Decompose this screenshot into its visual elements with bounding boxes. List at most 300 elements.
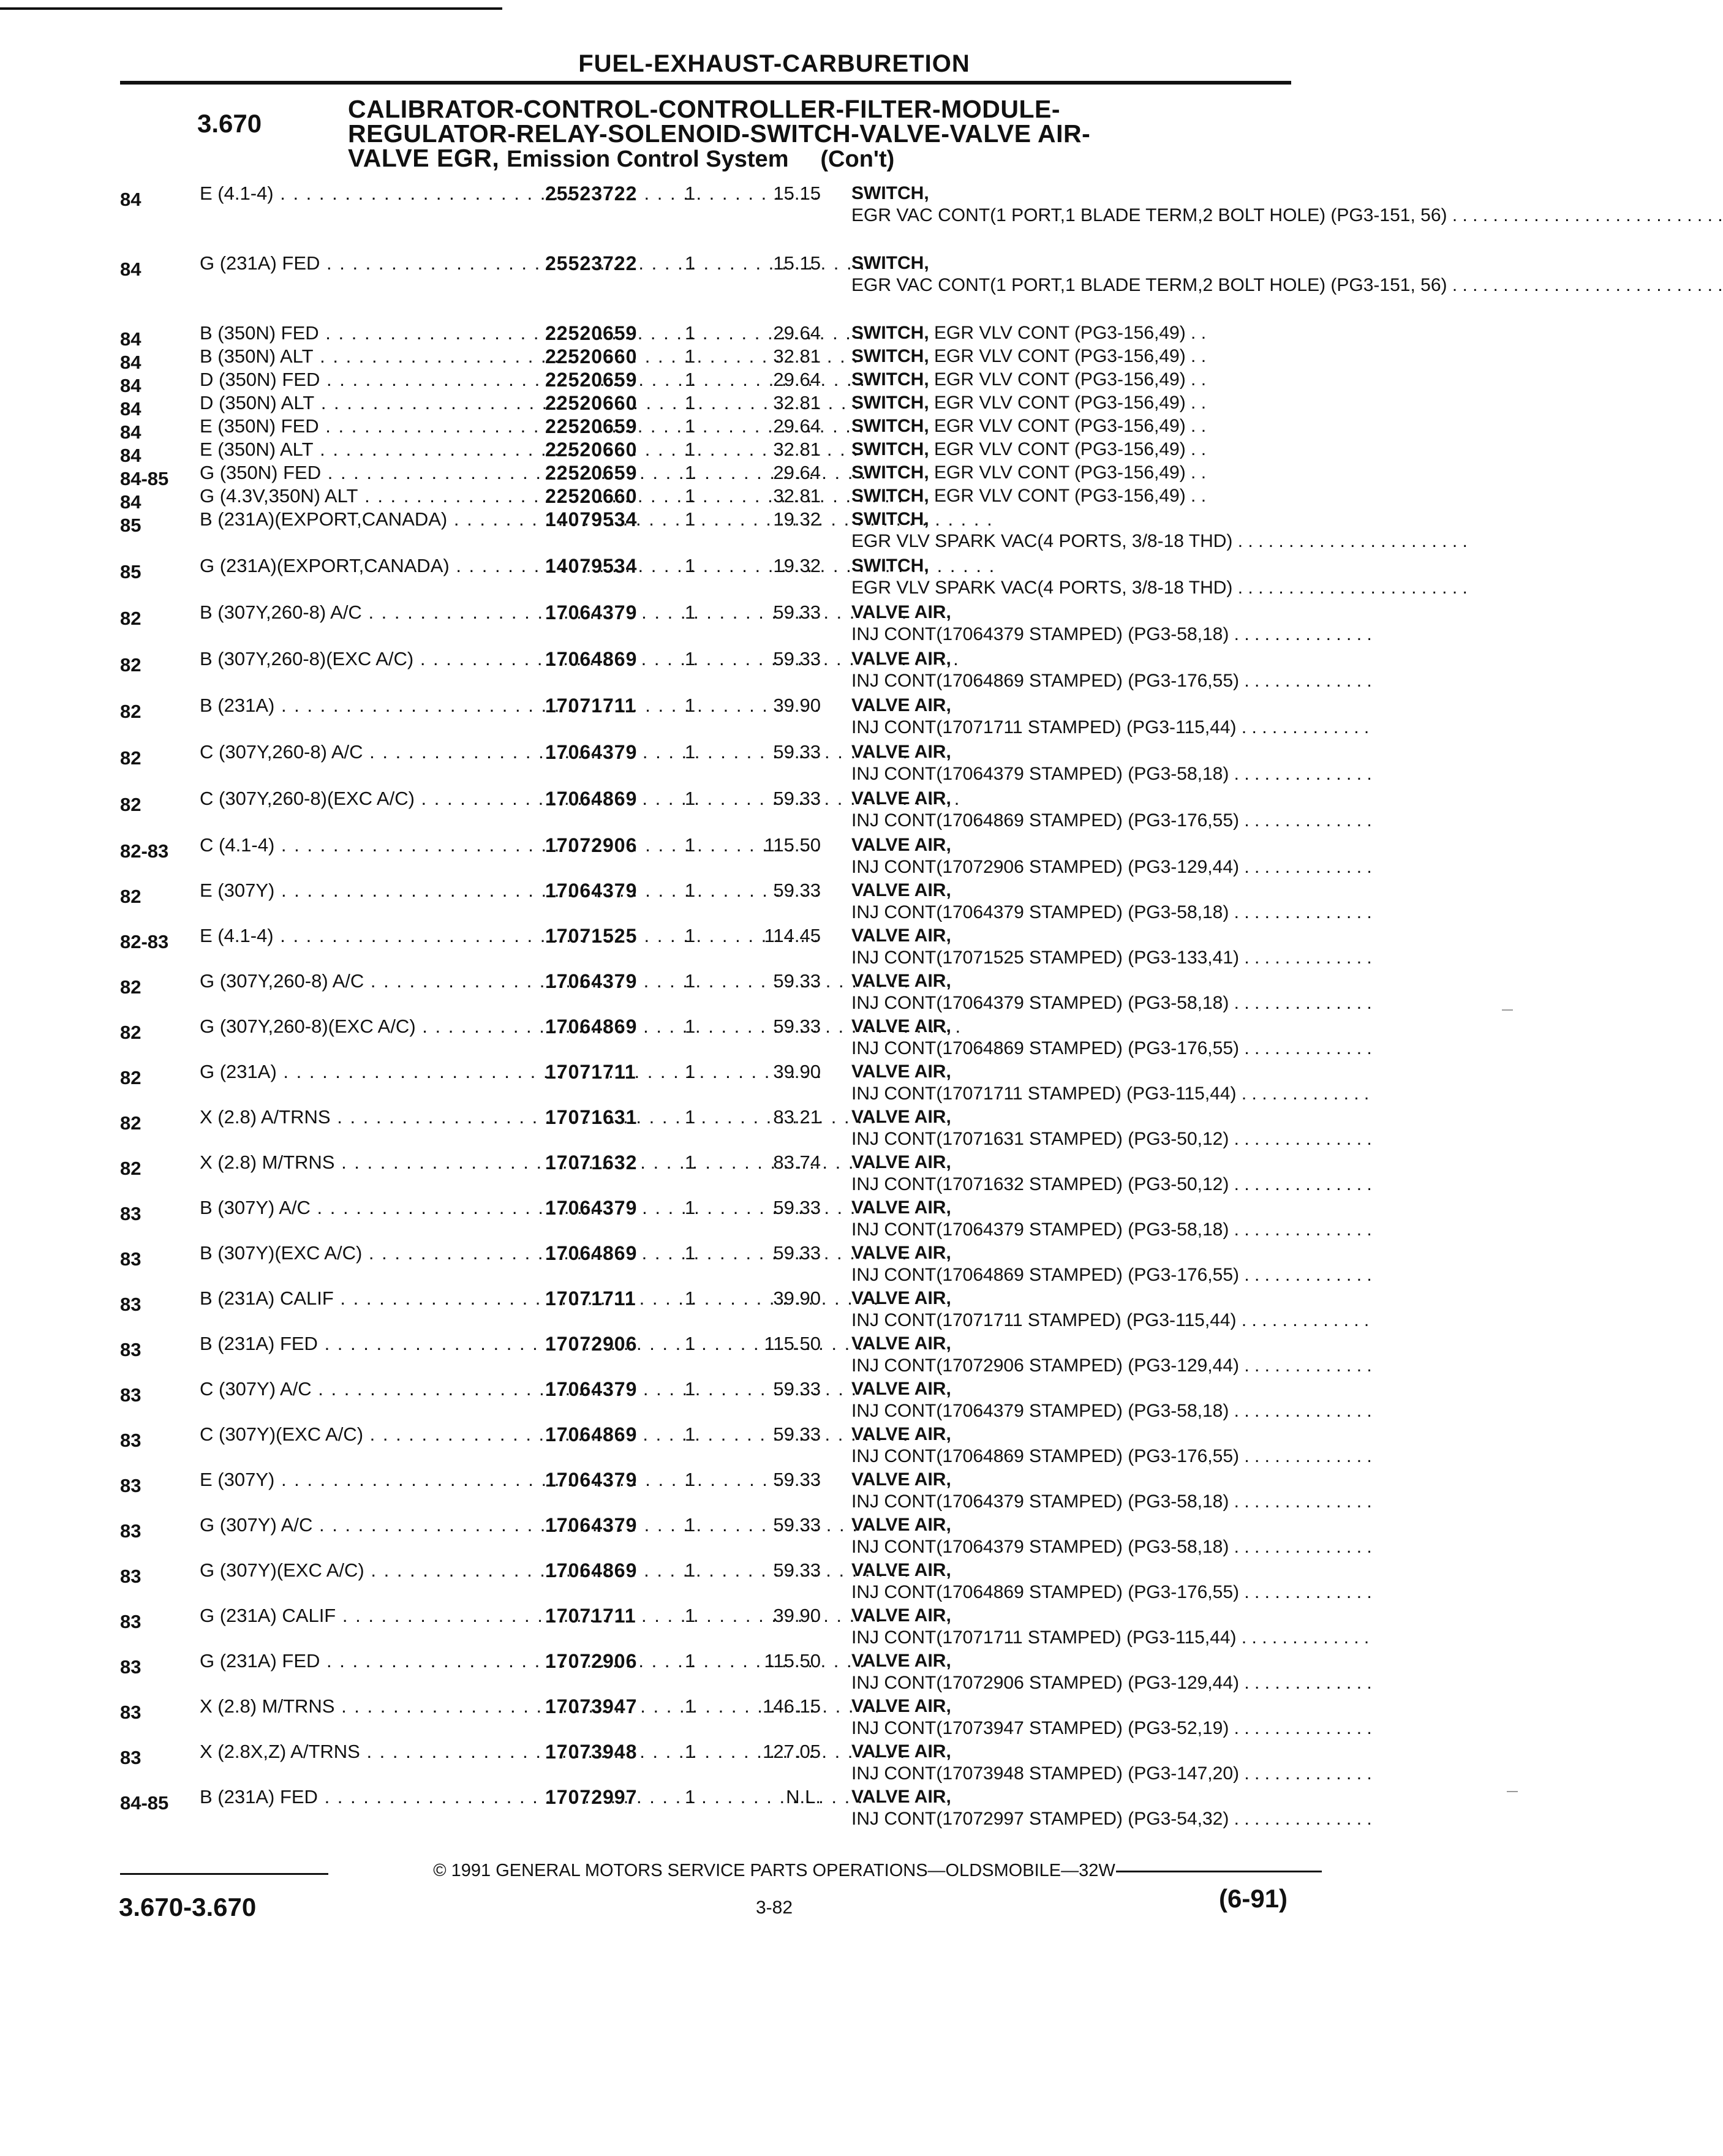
row-description-name: VALVE AIR, bbox=[851, 649, 951, 669]
row-description bbox=[851, 1469, 1372, 1513]
row-year: 82-83 bbox=[120, 931, 169, 952]
row-quantity: 1 bbox=[685, 485, 696, 507]
row-description-name: VALVE AIR, bbox=[851, 925, 951, 946]
row-description-detail: INJ CONT(17064379 STAMPED) (PG3-58,18) . . . . . . . . . . . . . . bbox=[851, 993, 1372, 1013]
row-year: 83 bbox=[120, 1384, 141, 1406]
row-description-name: VALVE AIR, bbox=[851, 1515, 951, 1535]
row-part-number: 17064869 bbox=[545, 1016, 638, 1038]
row-year: 84 bbox=[120, 398, 141, 420]
row-description bbox=[851, 1106, 1372, 1150]
row-quantity: 1 bbox=[685, 1559, 696, 1581]
row-quantity: 1 bbox=[685, 508, 696, 530]
row-quantity: 1 bbox=[685, 1605, 696, 1626]
row-description-name: VALVE AIR, bbox=[851, 1560, 951, 1580]
section-title-part-b: Emission Control System bbox=[507, 146, 789, 172]
row-part-number: 17072997 bbox=[545, 1786, 638, 1808]
row-year: 84 bbox=[120, 445, 141, 466]
table-row bbox=[0, 1741, 1548, 1787]
row-model: E (350N) FED . . . bbox=[200, 415, 530, 437]
row-year: 82-83 bbox=[120, 840, 169, 862]
row-description-name: VALVE AIR, bbox=[851, 1152, 951, 1172]
row-price: 59.33 bbox=[773, 601, 821, 623]
row-description bbox=[851, 369, 1305, 391]
row-price: 59.33 bbox=[773, 788, 821, 809]
row-part-number: 17064379 bbox=[545, 1514, 638, 1536]
row-year: 82 bbox=[120, 1112, 141, 1134]
row-quantity: 1 bbox=[685, 1333, 696, 1354]
row-description bbox=[851, 1152, 1372, 1196]
table-row bbox=[0, 1786, 1548, 1833]
row-description-detail: INJ CONT(17064379 STAMPED) (PG3-58,18) . . . . . . . . . . . . . . bbox=[851, 1537, 1372, 1557]
row-part-number: 14079534 bbox=[545, 555, 638, 577]
row-part-number: 17064869 bbox=[545, 788, 638, 810]
row-description bbox=[851, 695, 1370, 739]
row-description bbox=[851, 601, 1372, 646]
row-part-number: 17072906 bbox=[545, 1650, 638, 1672]
row-quantity: 1 bbox=[685, 925, 696, 946]
row-description-detail: INJ CONT(17071711 STAMPED) (PG3-115,44) . . . . . . . . . . . . . bbox=[851, 1310, 1370, 1330]
footer-copyright: © 1991 GENERAL MOTORS SERVICE PARTS OPERATIONS—OLDSMOBILE—32W bbox=[433, 1861, 1115, 1880]
row-price: 115.50 bbox=[764, 1333, 821, 1354]
row-description bbox=[851, 1741, 1372, 1785]
row-model: E (307Y) . . . bbox=[200, 1469, 530, 1491]
row-description-detail: INJ CONT(17071711 STAMPED) (PG3-115,44) . . . . . . . . . . . . . bbox=[851, 1084, 1370, 1104]
row-part-number: 25523722 bbox=[545, 183, 638, 205]
row-description-detail: INJ CONT(17073947 STAMPED) (PG3-52,19) . . . . . . . . . . . . . . bbox=[851, 1718, 1372, 1738]
row-quantity: 1 bbox=[685, 392, 696, 413]
row-description-detail: EGR VLV CONT (PG3-156,49) . . bbox=[934, 369, 1207, 390]
row-year: 83 bbox=[120, 1611, 141, 1632]
row-year: 83 bbox=[120, 1520, 141, 1542]
scan-speck bbox=[1507, 1791, 1518, 1792]
row-model: D (350N) FED . . . bbox=[200, 369, 530, 391]
row-quantity: 1 bbox=[685, 1197, 696, 1218]
row-part-number: 17071525 bbox=[545, 925, 638, 947]
row-part-number: 17071632 bbox=[545, 1152, 638, 1174]
row-year: 84-85 bbox=[120, 1792, 169, 1814]
row-model: G (307Y) A/C . . . bbox=[200, 1514, 530, 1536]
row-description-name: VALVE AIR, bbox=[851, 1333, 951, 1354]
row-description-detail: INJ CONT(17071711 STAMPED) (PG3-115,44) . . . . . . . . . . . . . bbox=[851, 1627, 1370, 1648]
row-part-number: 17064869 bbox=[545, 648, 638, 670]
row-model: E (4.1-4) . . . bbox=[200, 925, 530, 947]
row-description-name: VALVE AIR, bbox=[851, 602, 951, 622]
row-year: 83 bbox=[120, 1656, 141, 1678]
footer-page-number: 3-82 bbox=[755, 1898, 793, 1918]
row-description-detail: INJ CONT(17064379 STAMPED) (PG3-58,18) . . . . . . . . . . . . . . bbox=[851, 764, 1372, 784]
row-description-detail: INJ CONT(17064869 STAMPED) (PG3-176,55) . . . . . . . . . . . . . bbox=[851, 1038, 1372, 1058]
row-price: N.L. bbox=[786, 1786, 821, 1807]
row-description-name: SWITCH, bbox=[851, 323, 929, 343]
row-price: 115.50 bbox=[764, 834, 821, 856]
row-description bbox=[851, 1197, 1372, 1241]
table-row bbox=[0, 1559, 1548, 1606]
table-row bbox=[0, 1469, 1548, 1515]
row-price: 59.33 bbox=[773, 1514, 821, 1536]
row-description bbox=[851, 1242, 1372, 1286]
table-row bbox=[0, 1695, 1548, 1742]
row-description-name: VALVE AIR, bbox=[851, 1469, 951, 1490]
row-model: C (307Y)(EXC A/C) . . . bbox=[200, 1423, 530, 1446]
row-part-number: 17073947 bbox=[545, 1695, 638, 1717]
row-description-detail: INJ CONT(17072906 STAMPED) (PG3-129,44) . . . . . . . . . . . . . bbox=[851, 857, 1372, 877]
row-model: C (307Y,260-8) A/C . . . bbox=[200, 741, 530, 763]
row-description bbox=[851, 439, 1305, 461]
row-description-detail: EGR VLV SPARK VAC(4 PORTS, 3/8-18 THD) . . . . . . . . . . . . . . . . . . . . . . . bbox=[851, 531, 1468, 551]
row-description-name: SWITCH, bbox=[851, 393, 929, 413]
table-row bbox=[0, 1378, 1548, 1425]
row-quantity: 1 bbox=[685, 415, 696, 437]
row-model: G (307Y)(EXC A/C) . . . bbox=[200, 1559, 530, 1581]
row-model: C (307Y,260-8)(EXC A/C) . . . bbox=[200, 788, 530, 810]
row-year: 83 bbox=[120, 1566, 141, 1587]
row-model: B (307Y,260-8) A/C . . . bbox=[200, 601, 530, 624]
row-model: D (350N) ALT . . . bbox=[200, 392, 530, 414]
row-description-detail: EGR VLV CONT (PG3-156,49) . . bbox=[934, 346, 1207, 366]
row-description-name: SWITCH, bbox=[851, 416, 929, 436]
row-part-number: 22520660 bbox=[545, 392, 638, 414]
row-part-number: 22520659 bbox=[545, 369, 638, 391]
row-model: G (231A) CALIF . . . bbox=[200, 1605, 530, 1627]
table-row bbox=[0, 1514, 1548, 1561]
row-description bbox=[851, 1786, 1372, 1830]
row-quantity: 1 bbox=[685, 648, 696, 669]
row-model: B (350N) ALT . . . bbox=[200, 345, 530, 368]
row-description-name: SWITCH, bbox=[851, 486, 929, 506]
row-description-detail: INJ CONT(17072906 STAMPED) (PG3-129,44) . . . . . . . . . . . . . bbox=[851, 1355, 1372, 1376]
table-row bbox=[0, 601, 1548, 648]
table-row bbox=[0, 834, 1548, 881]
row-description-detail: EGR VLV CONT (PG3-156,49) . . bbox=[934, 416, 1207, 436]
row-price: 29.64 bbox=[773, 415, 821, 437]
row-description-name: SWITCH, bbox=[851, 183, 929, 203]
row-description bbox=[851, 1423, 1372, 1468]
scan-speck bbox=[1502, 1009, 1513, 1011]
row-model: G (231A) FED . . . bbox=[200, 252, 530, 274]
row-quantity: 1 bbox=[685, 439, 696, 460]
row-model: B (307Y,260-8)(EXC A/C) . . . bbox=[200, 648, 530, 670]
row-part-number: 22520659 bbox=[545, 415, 638, 437]
row-year: 83 bbox=[120, 1702, 141, 1723]
row-description-detail: EGR VLV CONT (PG3-156,49) . . bbox=[934, 439, 1207, 459]
row-quantity: 1 bbox=[685, 1152, 696, 1173]
row-price: 39.90 bbox=[773, 1061, 821, 1082]
row-year: 84-85 bbox=[120, 468, 169, 489]
row-part-number: 22520660 bbox=[545, 439, 638, 461]
row-part-number: 17071711 bbox=[545, 1061, 636, 1083]
row-quantity: 1 bbox=[685, 1786, 696, 1807]
row-quantity: 1 bbox=[685, 1423, 696, 1445]
row-description-name: VALVE AIR, bbox=[851, 788, 951, 809]
row-description-name: VALVE AIR, bbox=[851, 695, 951, 715]
row-model: X (2.8) M/TRNS . . . bbox=[200, 1695, 530, 1717]
row-price: 59.33 bbox=[773, 1559, 821, 1581]
row-description-name: VALVE AIR, bbox=[851, 1379, 951, 1399]
row-part-number: 17064869 bbox=[545, 1242, 638, 1264]
row-description-detail: INJ CONT(17064379 STAMPED) (PG3-58,18) . . . . . . . . . . . . . . bbox=[851, 1219, 1372, 1240]
row-price: 59.33 bbox=[773, 1423, 821, 1445]
row-quantity: 1 bbox=[685, 322, 696, 344]
section-title-continued: (Con't) bbox=[820, 146, 895, 172]
row-description-name: SWITCH, bbox=[851, 346, 929, 366]
row-quantity: 1 bbox=[685, 462, 696, 483]
table-row bbox=[0, 1650, 1548, 1697]
row-model: B (307Y) A/C . . . bbox=[200, 1197, 530, 1219]
row-description-name: SWITCH, bbox=[851, 439, 929, 459]
row-price: 32.81 bbox=[773, 439, 821, 460]
row-description-detail: EGR VAC CONT(1 PORT,1 BLADE TERM,2 BOLT HOLE) (PG3-151, 56) . . . . . . . . . . . . . . . . . . . . . . . . . . . bbox=[851, 275, 1723, 295]
table-row bbox=[0, 648, 1548, 695]
row-year: 84 bbox=[120, 189, 141, 210]
row-description-detail: INJ CONT(17071632 STAMPED) (PG3-50,12) . . . . . . . . . . . . . . bbox=[851, 1174, 1372, 1194]
row-description bbox=[851, 252, 1723, 296]
row-description-name: VALVE AIR, bbox=[851, 971, 951, 991]
row-description bbox=[851, 925, 1372, 969]
row-description bbox=[851, 1016, 1372, 1060]
row-quantity: 1 bbox=[685, 1514, 696, 1536]
row-year: 83 bbox=[120, 1430, 141, 1451]
row-model: G (307Y,260-8) A/C . . . bbox=[200, 970, 530, 992]
row-description-name: VALVE AIR, bbox=[851, 1288, 951, 1308]
row-description bbox=[851, 345, 1305, 368]
row-quantity: 1 bbox=[685, 788, 696, 809]
row-description-name: VALVE AIR, bbox=[851, 1243, 951, 1263]
row-description-name: VALVE AIR, bbox=[851, 742, 951, 762]
row-description bbox=[851, 1333, 1372, 1377]
row-description-detail: INJ CONT(17072997 STAMPED) (PG3-54,32) . . . . . . . . . . . . . . bbox=[851, 1809, 1372, 1829]
row-year: 84 bbox=[120, 352, 141, 373]
row-model: G (350N) FED . . . bbox=[200, 462, 530, 484]
row-model: B (307Y)(EXC A/C) . . . bbox=[200, 1242, 530, 1264]
row-description bbox=[851, 648, 1372, 692]
row-description-name: SWITCH, bbox=[851, 253, 929, 273]
row-quantity: 1 bbox=[685, 1016, 696, 1037]
row-description-detail: INJ CONT(17071711 STAMPED) (PG3-115,44) . . . . . . . . . . . . . bbox=[851, 717, 1370, 737]
row-model: B (231A) FED . . . bbox=[200, 1786, 530, 1808]
row-model: E (4.1-4) . . . bbox=[200, 183, 530, 205]
row-description-name: VALVE AIR, bbox=[851, 1696, 951, 1716]
row-part-number: 17064379 bbox=[545, 1197, 638, 1219]
row-price: 32.81 bbox=[773, 345, 821, 367]
table-row bbox=[0, 1333, 1548, 1379]
row-description bbox=[851, 970, 1372, 1014]
row-year: 82 bbox=[120, 654, 141, 676]
row-description-detail: INJ CONT(17064869 STAMPED) (PG3-176,55) . . . . . . . . . . . . . bbox=[851, 1446, 1372, 1466]
row-description-detail: INJ CONT(17064379 STAMPED) (PG3-58,18) . . . . . . . . . . . . . . bbox=[851, 1491, 1372, 1512]
row-quantity: 1 bbox=[685, 695, 696, 716]
row-description-detail: EGR VAC CONT(1 PORT,1 BLADE TERM,2 BOLT HOLE) (PG3-151, 56) . . . . . . . . . . . . . . . . . . . . . . . . . . . bbox=[851, 205, 1723, 225]
row-quantity: 1 bbox=[685, 1106, 696, 1128]
row-description-detail: INJ CONT(17064379 STAMPED) (PG3-58,18) . . . . . . . . . . . . . . bbox=[851, 1401, 1372, 1421]
row-description-detail: INJ CONT(17073948 STAMPED) (PG3-147,20) . . . . . . . . . . . . . bbox=[851, 1763, 1372, 1784]
table-row bbox=[0, 1016, 1548, 1062]
row-year: 83 bbox=[120, 1203, 141, 1224]
row-price: 59.33 bbox=[773, 880, 821, 901]
row-part-number: 17064869 bbox=[545, 1559, 638, 1581]
row-description bbox=[851, 392, 1305, 414]
row-year: 82 bbox=[120, 747, 141, 769]
row-description-detail: INJ CONT(17064869 STAMPED) (PG3-176,55) . . . . . . . . . . . . . bbox=[851, 1582, 1372, 1602]
row-price: 83.74 bbox=[773, 1152, 821, 1173]
row-year: 82 bbox=[120, 1022, 141, 1043]
row-year: 84 bbox=[120, 375, 141, 396]
row-model: X (2.8) M/TRNS . . . bbox=[200, 1152, 530, 1174]
row-year: 83 bbox=[120, 1475, 141, 1496]
row-part-number: 17072906 bbox=[545, 1333, 638, 1355]
row-model: G (4.3V,350N) ALT . . . bbox=[200, 485, 530, 507]
table-row bbox=[0, 1287, 1548, 1334]
row-description bbox=[851, 508, 1468, 552]
row-description-detail: EGR VLV CONT (PG3-156,49) . . bbox=[934, 462, 1207, 483]
table-row bbox=[0, 555, 1548, 601]
table-row bbox=[0, 1106, 1548, 1153]
row-description bbox=[851, 1650, 1372, 1694]
row-description-name: VALVE AIR, bbox=[851, 1651, 951, 1671]
row-quantity: 1 bbox=[685, 1741, 696, 1762]
row-description-detail: INJ CONT(17072906 STAMPED) (PG3-129,44) . . . . . . . . . . . . . bbox=[851, 1673, 1372, 1693]
row-quantity: 1 bbox=[685, 741, 696, 763]
table-row bbox=[0, 925, 1548, 971]
row-model: C (4.1-4) . . . bbox=[200, 834, 530, 856]
row-description bbox=[851, 555, 1468, 599]
row-description bbox=[851, 415, 1305, 437]
row-description bbox=[851, 1287, 1370, 1332]
row-price: 146.15 bbox=[763, 1695, 821, 1717]
row-year: 85 bbox=[120, 514, 141, 536]
row-price: 59.33 bbox=[773, 1242, 821, 1264]
table-row bbox=[0, 970, 1548, 1017]
row-model: C (307Y) A/C . . . bbox=[200, 1378, 530, 1400]
row-quantity: 1 bbox=[685, 1242, 696, 1264]
row-price: 19.32 bbox=[773, 555, 821, 576]
row-part-number: 14079534 bbox=[545, 508, 638, 530]
row-price: 19.32 bbox=[773, 508, 821, 530]
row-model: B (350N) FED . . . bbox=[200, 322, 530, 344]
row-price: 29.64 bbox=[773, 322, 821, 344]
row-part-number: 17064379 bbox=[545, 1378, 638, 1400]
row-description bbox=[851, 1514, 1372, 1558]
row-price: 39.90 bbox=[773, 1605, 821, 1626]
row-quantity: 1 bbox=[685, 1287, 696, 1309]
footer-date-code: (6-91) bbox=[1219, 1884, 1288, 1913]
row-description bbox=[851, 741, 1372, 785]
row-price: 32.81 bbox=[773, 485, 821, 507]
row-model: G (231A)(EXPORT,CANADA) . . . bbox=[200, 555, 530, 577]
row-year: 82 bbox=[120, 976, 141, 998]
row-model: B (231A) CALIF . . . bbox=[200, 1287, 530, 1310]
row-model: B (231A)(EXPORT,CANADA) . . . bbox=[200, 508, 530, 530]
table-row bbox=[0, 508, 1548, 555]
row-description bbox=[851, 462, 1305, 484]
row-description-detail: EGR VLV CONT (PG3-156,49) . . bbox=[934, 393, 1207, 413]
row-quantity: 1 bbox=[685, 555, 696, 576]
table-row bbox=[0, 1242, 1548, 1289]
row-part-number: 17064379 bbox=[545, 880, 638, 902]
row-price: 114.45 bbox=[764, 925, 821, 946]
row-part-number: 25523722 bbox=[545, 252, 638, 274]
row-price: 39.90 bbox=[773, 695, 821, 716]
row-price: 32.81 bbox=[773, 392, 821, 413]
section-number: 3.670 bbox=[197, 109, 262, 138]
row-description bbox=[851, 485, 1305, 507]
row-quantity: 1 bbox=[685, 1695, 696, 1717]
row-description-name: VALVE AIR, bbox=[851, 1016, 951, 1036]
row-description bbox=[851, 880, 1372, 924]
row-description-detail: EGR VLV SPARK VAC(4 PORTS, 3/8-18 THD) . . . . . . . . . . . . . . . . . . . . . . . bbox=[851, 578, 1468, 598]
footer-section-range: 3.670-3.670 bbox=[119, 1893, 257, 1921]
row-description bbox=[851, 1061, 1370, 1105]
row-model: B (231A) . . . bbox=[200, 695, 530, 717]
row-description-name: VALVE AIR, bbox=[851, 880, 951, 900]
row-description bbox=[851, 1695, 1372, 1740]
row-year: 84 bbox=[120, 328, 141, 350]
row-description bbox=[851, 788, 1372, 832]
row-quantity: 1 bbox=[685, 1650, 696, 1672]
row-description-detail: INJ CONT(17071631 STAMPED) (PG3-50,12) . . . . . . . . . . . . . . bbox=[851, 1129, 1372, 1149]
row-model: G (231A) . . . bbox=[200, 1061, 530, 1083]
row-description bbox=[851, 1559, 1372, 1604]
row-year: 82 bbox=[120, 794, 141, 815]
row-year: 82 bbox=[120, 1067, 141, 1088]
row-description-name: VALVE AIR, bbox=[851, 1197, 951, 1218]
row-description-detail: INJ CONT(17064869 STAMPED) (PG3-176,55) . . . . . . . . . . . . . bbox=[851, 1265, 1372, 1285]
row-description bbox=[851, 834, 1372, 878]
row-model: E (350N) ALT . . . bbox=[200, 439, 530, 461]
row-year: 84 bbox=[120, 421, 141, 443]
row-part-number: 17073948 bbox=[545, 1741, 638, 1763]
row-part-number: 17064379 bbox=[545, 970, 638, 992]
page-header-title: FUEL-EXHAUST-CARBURETION bbox=[578, 50, 970, 77]
row-price: 29.64 bbox=[773, 369, 821, 390]
row-model: G (231A) FED . . . bbox=[200, 1650, 530, 1672]
table-row bbox=[0, 1061, 1548, 1107]
table-row bbox=[0, 183, 1723, 229]
row-description-name: VALVE AIR, bbox=[851, 1741, 951, 1762]
row-part-number: 22520659 bbox=[545, 462, 638, 484]
row-model: E (307Y) . . . bbox=[200, 880, 530, 902]
row-price: 127.05 bbox=[763, 1741, 821, 1762]
row-part-number: 17071711 bbox=[545, 1287, 636, 1310]
row-description-detail: INJ CONT(17064869 STAMPED) (PG3-176,55) . . . . . . . . . . . . . bbox=[851, 810, 1372, 831]
table-row bbox=[0, 788, 1548, 834]
row-year: 84 bbox=[120, 258, 141, 280]
row-quantity: 1 bbox=[685, 834, 696, 856]
row-price: 59.33 bbox=[773, 1197, 821, 1218]
table-row bbox=[0, 1423, 1548, 1470]
row-description-name: SWITCH, bbox=[851, 369, 929, 390]
row-price: 15.15 bbox=[773, 183, 821, 204]
row-year: 84 bbox=[120, 491, 141, 513]
row-year: 82 bbox=[120, 608, 141, 629]
row-price: 83.21 bbox=[773, 1106, 821, 1128]
row-quantity: 1 bbox=[685, 1469, 696, 1490]
row-part-number: 17064869 bbox=[545, 1423, 638, 1446]
row-year: 83 bbox=[120, 1747, 141, 1768]
row-description-name: VALVE AIR, bbox=[851, 1107, 951, 1127]
row-description bbox=[851, 183, 1723, 227]
row-quantity: 1 bbox=[685, 1061, 696, 1082]
row-description-detail: INJ CONT(17071525 STAMPED) (PG3-133,41) . . . . . . . . . . . . . bbox=[851, 948, 1372, 968]
row-year: 83 bbox=[120, 1248, 141, 1270]
table-row bbox=[0, 252, 1723, 299]
row-model: X (2.8X,Z) A/TRNS . . . bbox=[200, 1741, 530, 1763]
row-description-name: SWITCH, bbox=[851, 462, 929, 483]
row-model: G (307Y,260-8)(EXC A/C) . . . bbox=[200, 1016, 530, 1038]
row-description-name: SWITCH, bbox=[851, 509, 929, 529]
row-quantity: 1 bbox=[685, 970, 696, 992]
row-price: 39.90 bbox=[773, 1287, 821, 1309]
row-year: 82 bbox=[120, 886, 141, 907]
